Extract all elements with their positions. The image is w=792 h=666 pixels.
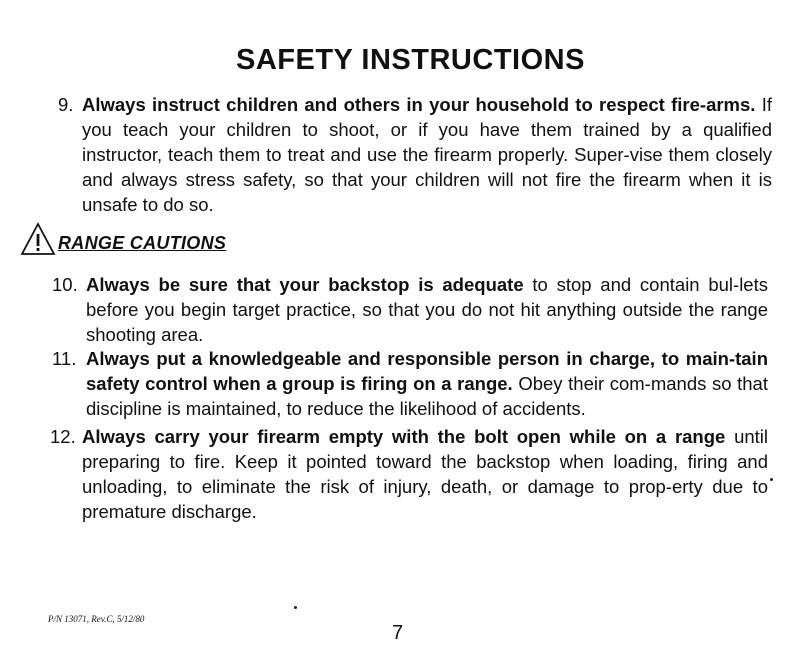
item-lead: Always instruct children and others in your household to respect fire-arms. (82, 94, 756, 115)
item-lead: Always put a knowledgeable and responsible person in charge, to main-tain safety control when a group is firing on a range. (86, 348, 768, 394)
item-text: to stop and contain bul-lets before you begin target practice, so that you do not hit anything outside the range shooting area. (86, 274, 768, 345)
warning-triangle-icon (20, 222, 56, 256)
part-number: P/N 13071, Rev.C, 5/12/80 (48, 614, 145, 624)
section-heading: RANGE CAUTIONS (58, 233, 227, 253)
range-cautions-heading (20, 218, 226, 256)
item-number: 9. (58, 94, 74, 115)
item-text: until preparing to fire. Keep it pointed toward the backstop when loading, firing and unloading, to eliminate the risk of injury, death, or damage to prop-erty due to premature discharge. (82, 426, 769, 522)
instruction-item-11 (52, 346, 768, 421)
item-number: 11. (52, 348, 77, 369)
item-body (86, 346, 768, 421)
item-text: If you teach your children to shoot, or if you have them trained by a qualified instructor, teach them to treat and use the firearm properly. Super-vise them closely and always stress safety, so that your children will not fire the firearm when it is unsafe to do so. (82, 94, 772, 215)
instruction-item-10 (52, 272, 768, 347)
item-body (86, 272, 768, 347)
item-number: 12. (50, 426, 76, 447)
item-body (82, 424, 768, 524)
instruction-item-9 (58, 92, 772, 217)
scan-speck (770, 478, 773, 481)
page-title: SAFETY INSTRUCTIONS (236, 44, 585, 76)
item-lead: Always be sure that your backstop is adequate (86, 274, 524, 295)
item-text: Obey their com-mands so that discipline is maintained, to reduce the likelihood of accidents. (86, 373, 768, 419)
item-body (82, 92, 772, 217)
scan-speck (294, 606, 297, 609)
page-number: 7 (392, 622, 404, 644)
instruction-item-12 (50, 424, 769, 524)
item-number: 10. (52, 274, 78, 295)
item-lead: Always carry your firearm empty with the bolt open while on a range (82, 426, 726, 447)
